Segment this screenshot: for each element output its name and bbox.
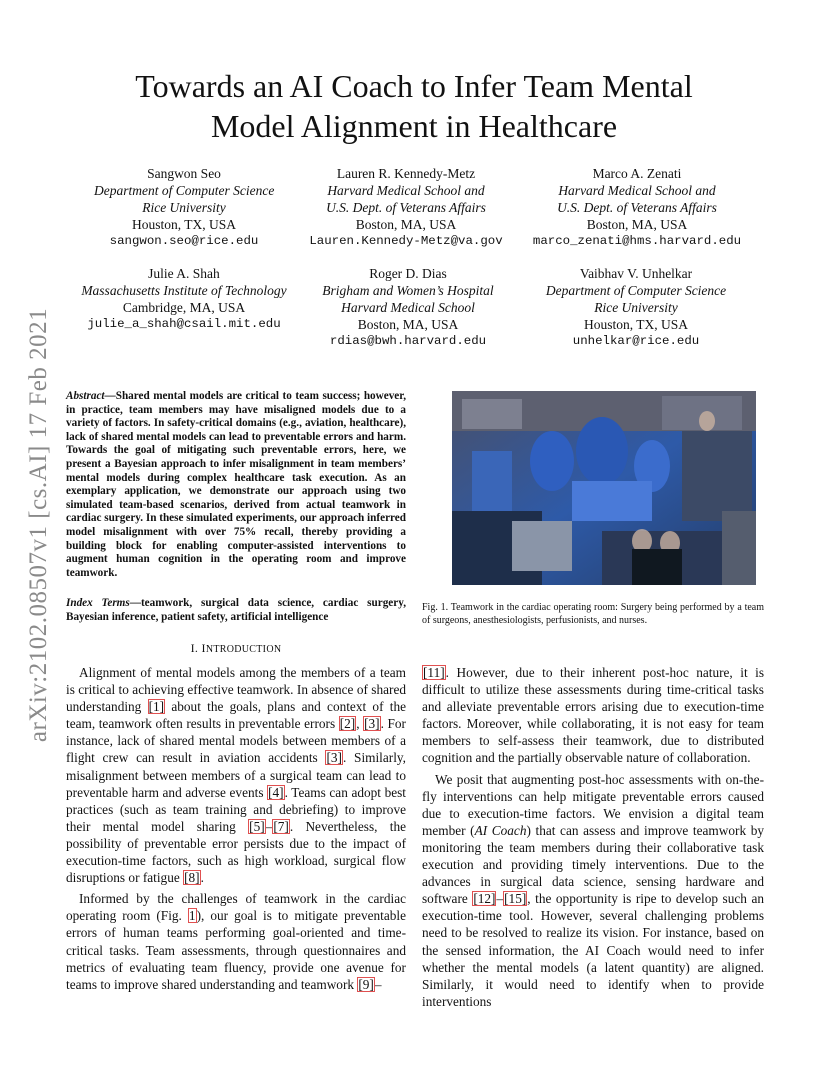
figure-link[interactable]: 1: [188, 908, 196, 924]
author-location: Houston, TX, USA: [131, 217, 236, 232]
author-name: Sangwon Seo: [147, 166, 221, 181]
paragraph: [66, 664, 406, 886]
author-location: Houston, TX, USA: [583, 317, 688, 332]
index-terms-label: Index Terms: [66, 597, 130, 609]
citation-link[interactable]: [5]: [249, 818, 265, 834]
title-line-2: Model Alignment in Healthcare: [210, 108, 618, 144]
citation-link[interactable]: [1]: [148, 699, 165, 715]
author-location: Boston, MA, USA: [357, 317, 459, 332]
author-affiliation: Department of Computer Science: [94, 183, 275, 198]
section-heading: [66, 641, 406, 656]
figure-operating-room-photo: [452, 391, 756, 585]
author-affiliation: Brigham and Women’s Hospital: [322, 283, 494, 298]
author-block: [310, 265, 506, 350]
author-name: Lauren R. Kennedy-Metz: [336, 166, 476, 181]
author-location: Boston, MA, USA: [355, 217, 457, 232]
author-location: Cambridge, MA, USA: [122, 300, 246, 315]
index-terms-text: —teamwork, surgical data science, cardiac surgery, Bayesian inference, patient safety, artificial intelligence: [66, 597, 406, 623]
text-run: Informed by the challenges of teamwork in the cardiac operating room (Fig.: [66, 891, 406, 924]
author-name: Julie A. Shah: [148, 266, 220, 281]
citation-link[interactable]: [7]: [273, 818, 289, 834]
author-affiliation: Massachusetts Institute of Technology: [81, 283, 287, 298]
author-affiliation: U.S. Dept. of Veterans Affairs: [326, 200, 486, 215]
citation-link[interactable]: [3]: [364, 716, 380, 732]
text-run: . Similarly, misalignment between members of a surgical team can lead to preventable harm and adverse events: [66, 750, 407, 800]
author-affiliation: Harvard Medical School and: [558, 183, 716, 198]
citation-link[interactable]: [4]: [268, 784, 284, 800]
author-email: unhelkar@rice.edu: [572, 334, 700, 348]
author-affiliation: U.S. Dept. of Veterans Affairs: [557, 200, 717, 215]
author-email: marco_zenati@hms.harvard.edu: [532, 234, 742, 248]
author-block: [296, 165, 516, 250]
citation-link[interactable]: [2]: [339, 716, 356, 732]
arxiv-sidebar: [22, 290, 56, 760]
author-email: julie_a_shah@csail.mit.edu: [87, 317, 281, 331]
text-run: , the opportunity is ripe to develop such an execution-time tool. However, several challenging problems need to be resolved to realize its vision. For instance, based on the sensed information, the AI Coach would need to infer whether the mental models (a latent quantity) are aligned. Similarly, it would need to identify when to provide interventions: [422, 891, 764, 1009]
author-block: [94, 165, 274, 250]
author-block: [534, 265, 738, 350]
citation-link[interactable]: [11]: [423, 665, 445, 680]
text-run: . Teams can adopt best practices (such as team training and debriefing) to improve their mental model sharing: [66, 784, 407, 834]
author-email: sangwon.seo@rice.edu: [109, 234, 259, 248]
author-email: Lauren.Kennedy-Metz@va.gov: [309, 234, 503, 248]
paragraph: [66, 890, 406, 993]
text-run: We posit that augmenting post-hoc assessments with on-the-fly interventions can help mitigate preventable errors caused due to execution-time factors. We envision a digital team member (: [422, 771, 764, 838]
text-run: –: [496, 891, 504, 907]
author-affiliation: Harvard Medical School and: [327, 183, 485, 198]
author-affiliation: Rice University: [142, 200, 226, 215]
author-affiliation: Rice University: [594, 300, 678, 315]
text-run: about the goals, plans and context of the team, teamwork often results in preventable errors: [66, 699, 406, 732]
arxiv-identifier: arXiv:2102.08507v1 [cs.AI] 17 Feb 2021: [25, 307, 52, 743]
text-run: ), our goal is to mitigate preventable errors of human teams performing goal-oriented and time-critical tasks. Team assessments, through questionnaires and metrics of evaluating team fluency, provide one avenue for teams to improve shared understanding and teamwork: [66, 908, 406, 992]
paragraph: [422, 771, 764, 1010]
index-terms: [66, 597, 406, 624]
paragraph: [422, 664, 764, 767]
text-run: . For instance, lack of shared mental models between members of a flight crew can result in aviation accidents: [66, 716, 406, 766]
citation-link[interactable]: [15]: [504, 891, 527, 907]
emphasis-ai-coach: AI Coach: [474, 822, 527, 838]
paper-title: [0, 66, 828, 146]
text-run: –: [265, 818, 273, 834]
title-line-1: Towards an AI Coach to Infer Team Mental: [135, 68, 693, 104]
operating-room-illustration: [452, 391, 756, 585]
introduction-text-left: [66, 664, 406, 997]
abstract-label: Abstract: [66, 390, 105, 402]
citation-link[interactable]: [9]: [358, 976, 374, 992]
section-title-first: I: [201, 641, 206, 655]
author-name: Marco A. Zenati: [592, 166, 682, 181]
section-numeral: I.: [190, 641, 199, 655]
text-run: Alignment of mental models among the members of a team is critical to achieving effective teamwork. In absence of shared understanding: [66, 665, 406, 715]
author-affiliation: Department of Computer Science: [545, 283, 727, 298]
text-run: .: [200, 870, 204, 886]
author-affiliation: Harvard Medical School: [341, 300, 475, 315]
introduction-text-right: [422, 664, 764, 1014]
citation-link[interactable]: [3]: [326, 750, 342, 766]
abstract: [66, 390, 406, 580]
figure-caption: Fig. 1. Teamwork in the cardiac operating room: Surgery being performed by a team of surgeons, anesthesiologists, perfusionists, and nurses.: [422, 602, 764, 626]
author-email: rdias@bwh.harvard.edu: [329, 334, 487, 348]
author-location: Boston, MA, USA: [586, 217, 688, 232]
citation-link[interactable]: [8]: [184, 870, 200, 886]
section-title-rest: NTRODUCTION: [205, 644, 282, 655]
text-run: –: [374, 976, 382, 992]
author-block: [522, 165, 752, 250]
author-block: [76, 265, 292, 333]
abstract-text: —Shared mental models are critical to team success; however, in practice, team members may have misaligned models due to a variety of factors. In safety-critical domains (e.g., aviation, healthcare), lack of shared mental models can lead to preventable errors and harm. Towards the goal of mitigating such preventable errors, here, we present a Bayesian approach to infer misalignment in team members’ mental models during complex healthcare task execution. As an exemplary application, we demonstrate our approach using two simulated team-based scenarios, derived from actual teamwork in cardiac surgery. In these simulated experiments, our approach inferred model misalignment with over 75% recall, thereby providing a building block for enabling computer-assisted interventions to augment human cognition in the operating room and improve teamwork.: [66, 390, 406, 579]
citation-link[interactable]: [12]: [473, 891, 496, 907]
text-run: . However, due to their inherent post-hoc nature, it is difficult to utilize these assessments during time-critical tasks and alleviate preventable errors arising due to execution-time factors. Moreover, while collaborating, it is not easy for team members to self-assess their teamwork, due to distributed cognition and the partially observable nature of collaboration.: [422, 665, 764, 766]
author-name: Roger D. Dias: [369, 266, 447, 281]
text-run: . Nevertheless, the possibility of preventable error persists due to the impact of execution-time factors, such as high workload, surgical flow disruptions or fatigue: [66, 818, 406, 886]
text-run: ) that can assess and improve teamwork by monitoring the team members during their collaborative task execution and providing timely interventions. Due to the advances in surgical data science, sensing hardware and software: [422, 822, 764, 907]
text-run: ,: [356, 716, 364, 732]
author-name: Vaibhav V. Unhelkar: [579, 266, 693, 281]
